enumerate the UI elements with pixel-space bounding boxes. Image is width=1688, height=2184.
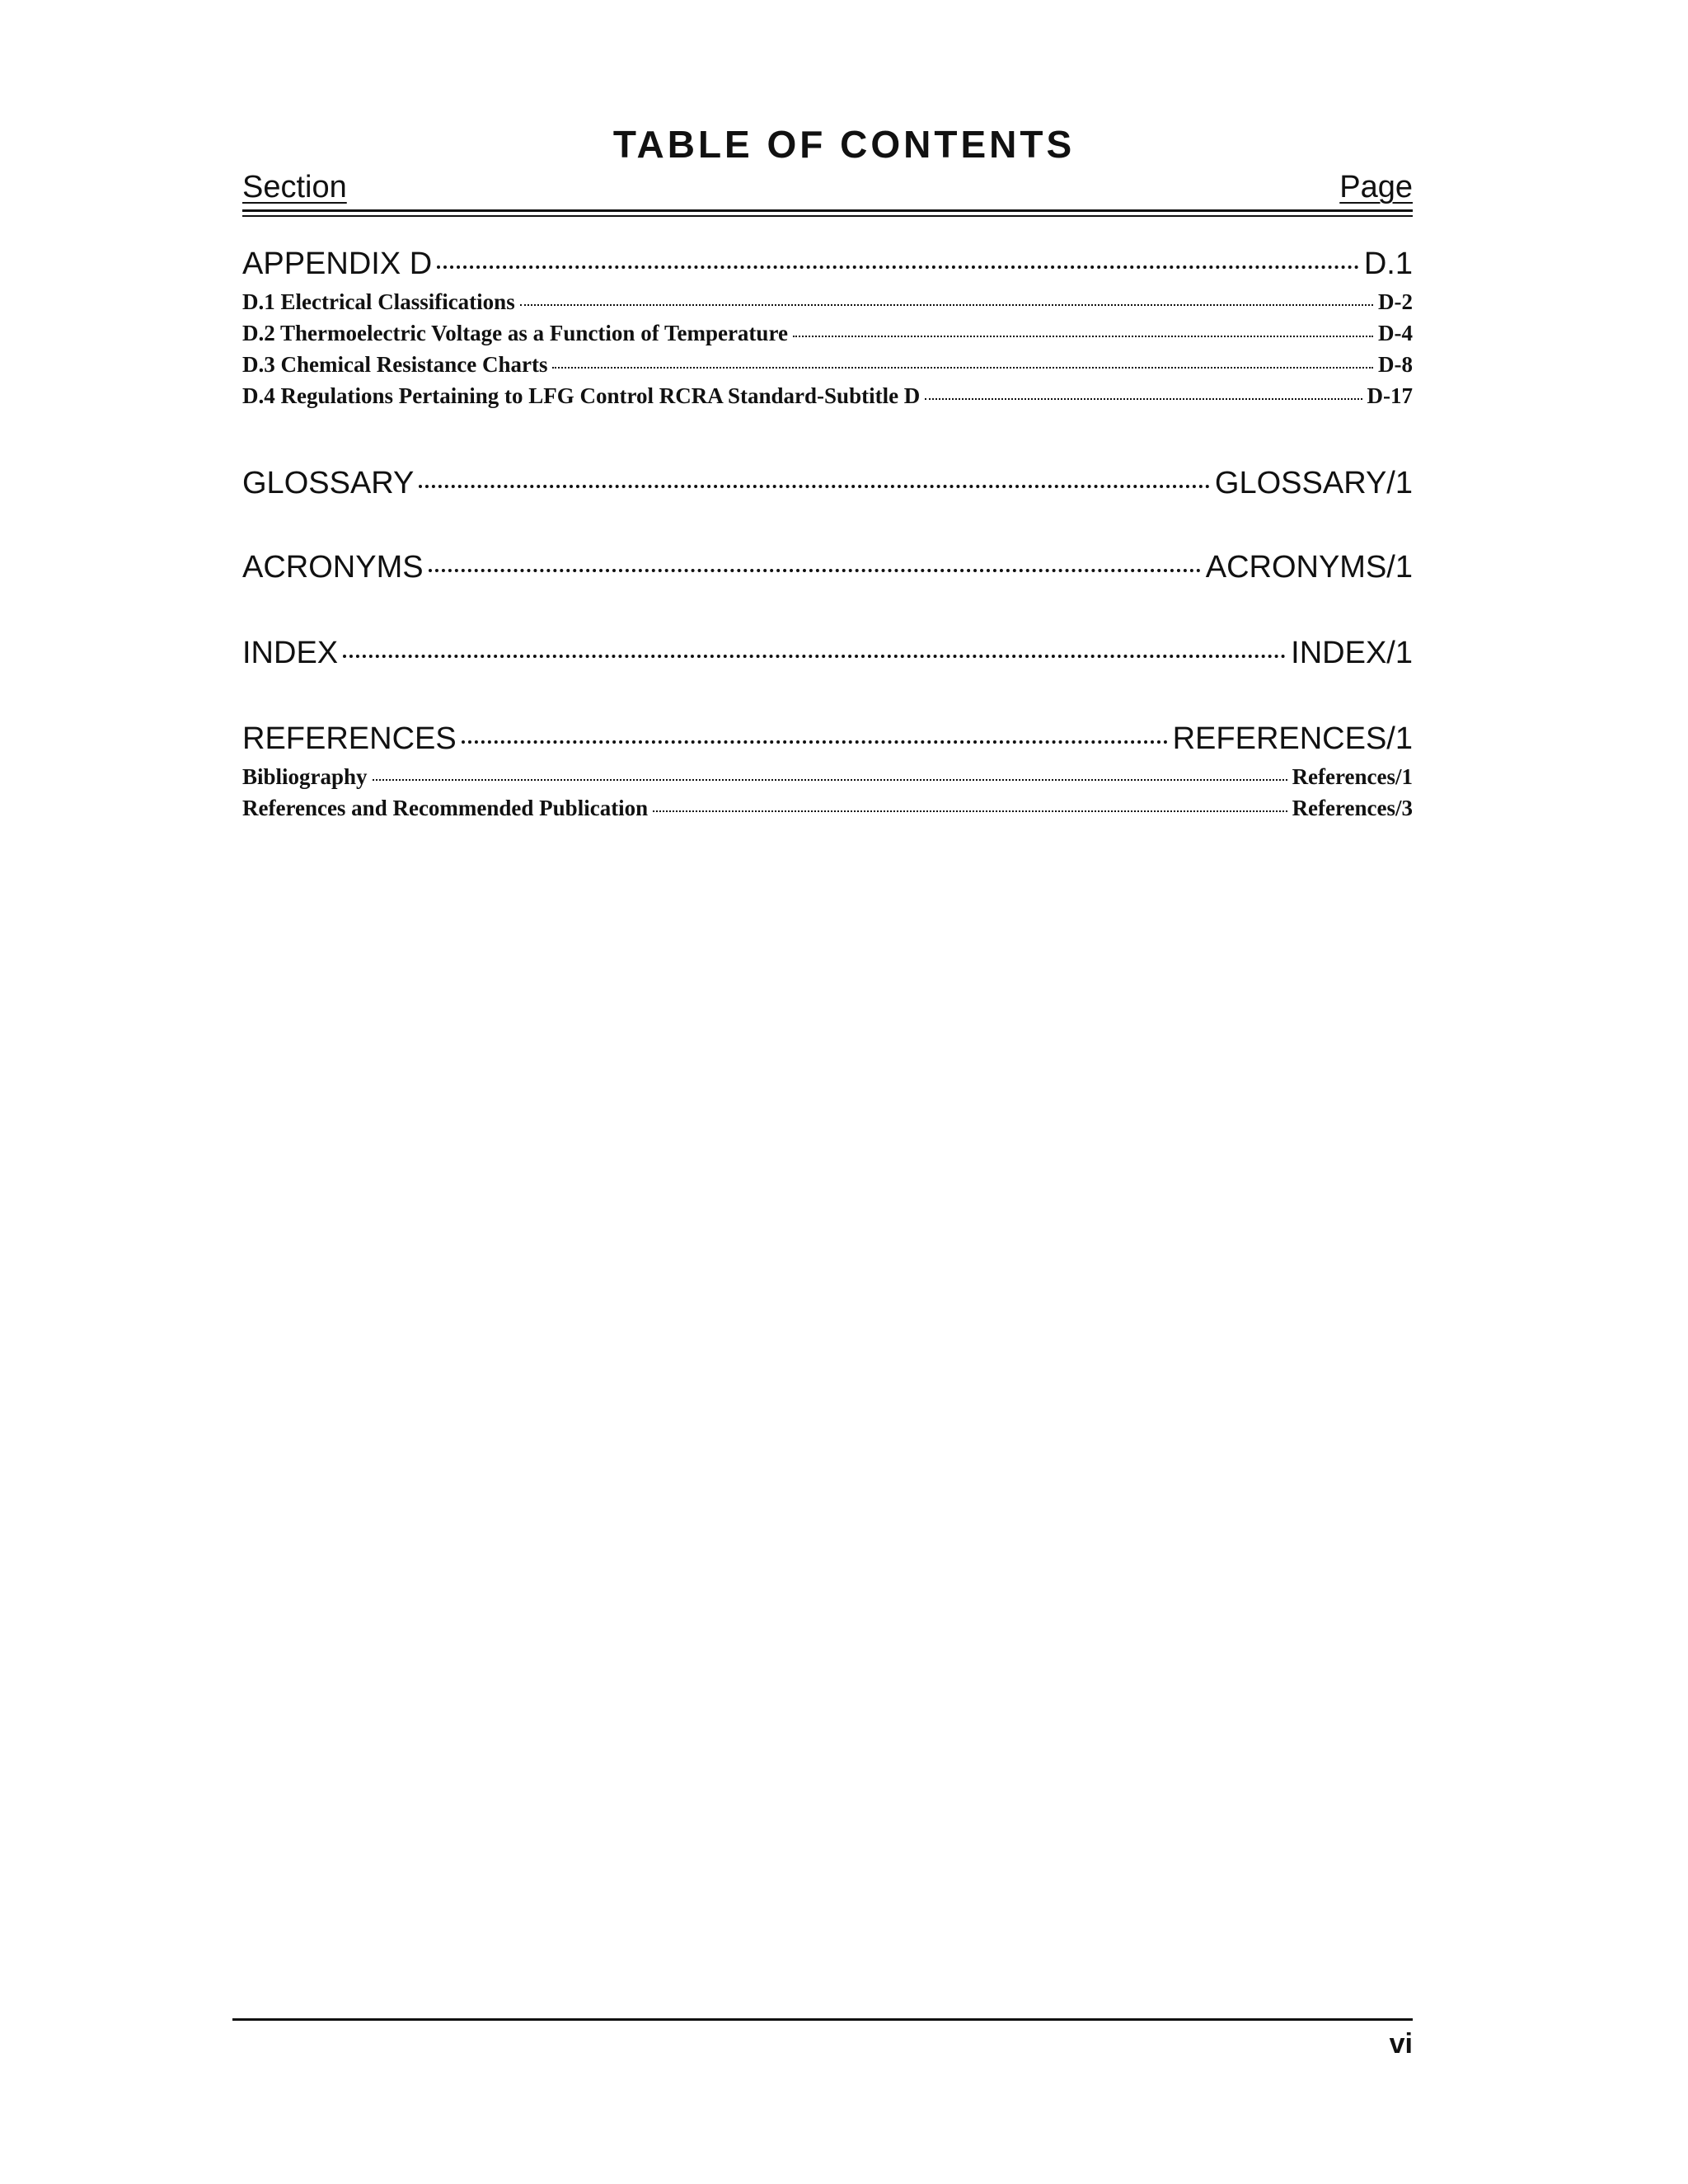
dot-leader — [552, 345, 1373, 369]
section-column-label: Section — [242, 170, 347, 204]
toc-entry-appendix-d — [242, 239, 1413, 282]
toc-subentry-page: References/1 — [1292, 764, 1413, 789]
dot-leader — [343, 623, 1286, 658]
toc-subentry — [242, 285, 1413, 315]
toc-subentry-label: D.4 Regulations Pertaining to LFG Control RCRA Standard-Subtitle D — [242, 383, 921, 408]
column-header — [242, 170, 1413, 205]
dot-leader — [419, 453, 1210, 488]
toc-subentry — [242, 760, 1413, 790]
dot-leader — [520, 282, 1373, 306]
toc-entry-page: ACRONYMS/1 — [1205, 550, 1413, 585]
page-title: TABLE OF CONTENTS — [612, 123, 1076, 166]
toc-entry-page: GLOSSARY/1 — [1214, 466, 1413, 500]
toc-entry-page: REFERENCES/1 — [1172, 721, 1413, 756]
toc-subentry-label: D.3 Chemical Resistance Charts — [242, 352, 548, 377]
toc-subentry-label: D.2 Thermoelectric Voltage as a Function of Temperature — [242, 321, 788, 345]
dot-leader — [437, 234, 1359, 269]
dot-leader — [373, 757, 1287, 781]
toc-subentry-page: References/3 — [1292, 796, 1413, 820]
toc-entry-label: REFERENCES — [242, 721, 457, 756]
toc-subentry-label: References and Recommended Publication — [242, 796, 649, 820]
toc-entry-label: INDEX — [242, 636, 339, 670]
toc-entry-references — [242, 714, 1413, 757]
toc-subentry-page: D-17 — [1367, 383, 1413, 408]
toc-subentry — [242, 317, 1413, 346]
toc-subentry-page: D-2 — [1378, 289, 1413, 314]
toc-subentry-page: D-4 — [1378, 321, 1413, 345]
dot-leader — [653, 788, 1287, 812]
page-number: vi — [1389, 2028, 1413, 2060]
toc-entry-page: INDEX/1 — [1291, 636, 1413, 670]
toc-subentry-label: Bibliography — [242, 764, 368, 789]
dot-leader — [925, 376, 1362, 400]
toc-entry-label: GLOSSARY — [242, 466, 415, 500]
toc-subentry-label: D.1 Electrical Classifications — [242, 289, 515, 314]
dot-leader — [462, 709, 1168, 744]
toc-entry-glossary — [242, 458, 1413, 501]
toc-entry-label: ACRONYMS — [242, 550, 424, 585]
dot-leader — [429, 538, 1201, 572]
toc-entry-index — [242, 628, 1413, 671]
footer-rule — [232, 2018, 1413, 2021]
toc-subentry — [242, 348, 1413, 378]
toc-subentry — [242, 791, 1413, 821]
page-column-label: Page — [1339, 170, 1413, 204]
toc-entry-label: APPENDIX D — [242, 247, 433, 281]
header-rule — [242, 209, 1413, 217]
toc-entry-page: D.1 — [1363, 247, 1413, 281]
toc-entry-acronyms — [242, 542, 1413, 585]
toc-subentry — [242, 379, 1413, 409]
dot-leader — [793, 313, 1373, 337]
toc-subentry-page: D-8 — [1378, 352, 1413, 377]
